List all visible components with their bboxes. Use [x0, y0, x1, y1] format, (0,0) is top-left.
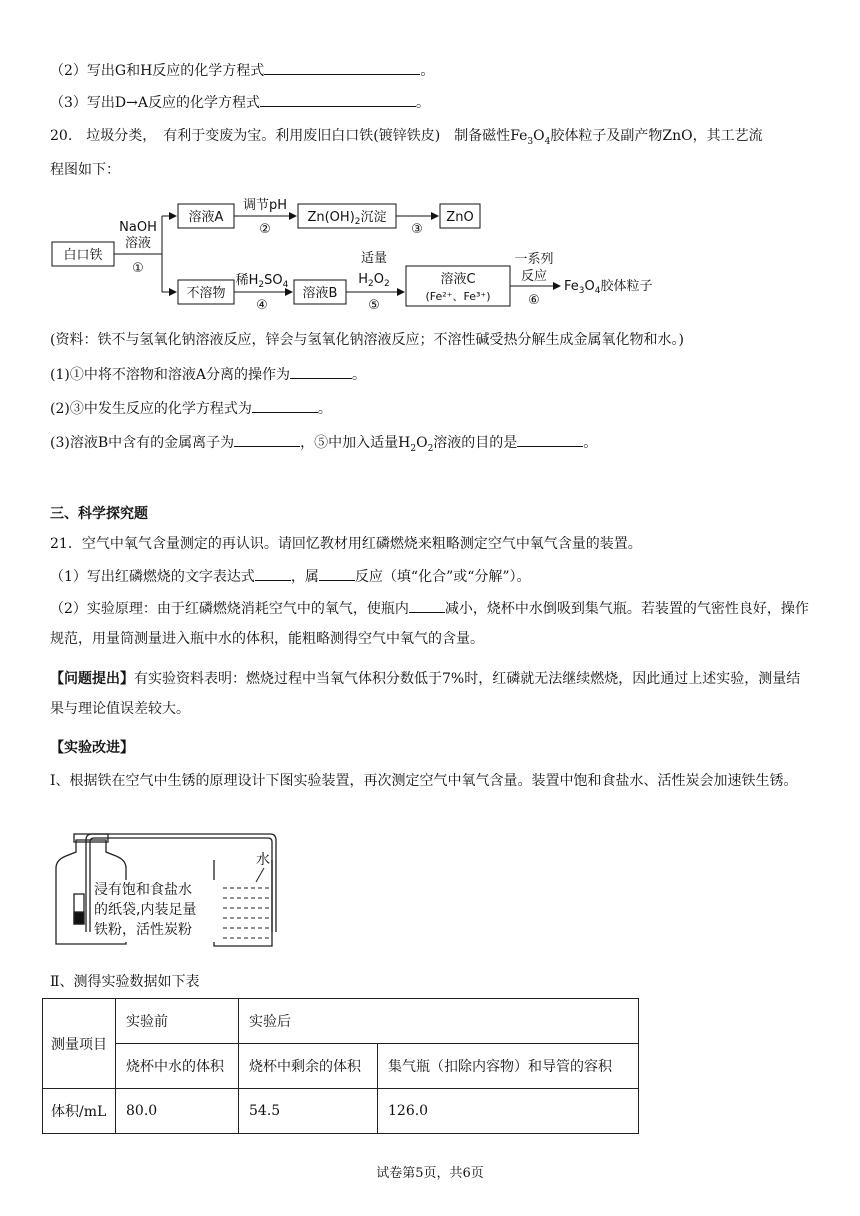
answer-blank[interactable]: [264, 60, 420, 75]
bag-label-2: 的纸袋,内装足量: [94, 902, 197, 918]
bag-label-1: 浸有饱和食盐水: [94, 882, 192, 898]
cell-v3: 126.0: [378, 1089, 639, 1134]
problem-statement: 【问题提出】有实验资料表明：燃烧过程中当氧气体积分数低于7%时，红磷就无法继续燃烧，因此通过上述实验，测量结果与理论值误差较大。: [50, 671, 801, 717]
q20-intro-2: 程图如下：: [50, 162, 120, 178]
step-I-text: Ⅰ、根据铁在空气中生锈的原理设计下图实验装置，再次测定空气中氧气含量。装置中饱和食盐水、活性炭会加速铁生锈。: [50, 773, 798, 789]
answer-blank[interactable]: [319, 566, 355, 581]
iron-powder: [74, 912, 84, 924]
cell-v1: 80.0: [116, 1089, 239, 1134]
header-before: 实验前: [116, 999, 239, 1044]
label-znoh2: $Zn(OH)_2$沉淀: [307, 210, 387, 227]
label-solution: 溶液: [124, 236, 152, 251]
process-flow-diagram: [48, 188, 728, 310]
step-4: ④: [256, 298, 268, 310]
label-water: 水: [256, 852, 270, 868]
answer-blank[interactable]: [517, 432, 583, 447]
label-naoh: NaOH: [119, 220, 157, 235]
q20-note: (资料：铁不与氢氧化钠溶液反应，锌会与氢氧化钠溶液反应；不溶性碱受热分解生成金属氧化物和水。): [50, 332, 684, 348]
header-col1: 烧杯中水的体积: [116, 1044, 239, 1089]
q20-sub2: (2)③中发生反应的化学方程式为 。: [50, 398, 332, 419]
label-solC: 溶液C: [440, 272, 476, 287]
header-col3: 集气瓶（扣除内容物）和导管的容积: [378, 1044, 639, 1089]
q19-part2: （2）写出G和H反应的化学方程式 。: [50, 60, 434, 81]
water-surface: [216, 888, 270, 938]
beaker: [214, 860, 272, 946]
section-heading: 三、科学探究题: [50, 506, 148, 522]
header-after: 实验后: [239, 999, 639, 1044]
cell-v2: 54.5: [239, 1089, 378, 1134]
answer-blank[interactable]: [255, 566, 291, 581]
improve-heading: 【实验改进】: [50, 740, 134, 756]
q21-part2: （2）实验原理：由于红磷燃烧消耗空气中的氧气，使瓶内 减小，烧杯中水倒吸到集气瓶。若装置的气密性良好，操作规范，用量筒测量进入瓶中水的体积，能粗略测得空气中氧气的含量。: [50, 594, 814, 654]
label-h2so4: 稀$H_2SO_4$: [235, 273, 289, 290]
q20-sub3: (3)溶液B中含有的金属离子为 ，⑤中加入适量$H_2O_2$溶液的目的是 。: [50, 432, 597, 459]
step-6: ⑥: [528, 293, 540, 308]
label-product: $Fe_3O_4$胶体粒子: [564, 279, 653, 296]
answer-blank[interactable]: [252, 398, 318, 413]
q19-part3: （3）写出D→A反应的化学方程式 。: [50, 92, 430, 113]
q20-sub1: (1)①中将不溶物和溶液A分离的操作为 。: [50, 364, 366, 385]
step-3: ③: [411, 222, 423, 237]
water-pointer: [256, 868, 264, 882]
step-5: ⑤: [368, 298, 380, 310]
label-h2o2: $H_2O_2$: [358, 272, 390, 289]
label-adjust-ph: 调节pH: [242, 198, 288, 213]
answer-blank[interactable]: [409, 598, 445, 613]
label-reaction: 反应: [520, 269, 548, 284]
answer-blank[interactable]: [260, 92, 416, 107]
label-ions: (Fe²⁺、Fe³⁺): [425, 290, 491, 303]
label-insoluble: 不溶物: [186, 286, 226, 301]
label-solB: 溶液B: [302, 286, 338, 301]
step-1: ①: [132, 261, 144, 276]
label-appropriate: 适量: [360, 251, 388, 266]
label-series: 一系列: [514, 252, 554, 267]
label-zno: ZnO: [446, 210, 474, 225]
answer-blank[interactable]: [290, 364, 352, 379]
step-2: ②: [259, 222, 271, 237]
answer-blank[interactable]: [234, 432, 300, 447]
apparatus-diagram: [48, 832, 288, 952]
row-label: 体积/mL: [43, 1089, 116, 1134]
page-footer: 试卷第5页，共6页: [376, 1166, 484, 1181]
q21-title: 21．空气中氧气含量测定的再认识。请回忆教材用红磷燃烧来粗略测定空气中氧气含量的装置。: [50, 536, 642, 552]
q20-intro: 20. 垃圾分类， 有利于变废为宝。利用废旧白口铁(镀锌铁皮) 制备磁性$Fe_3O_4$胶体粒子及副产物ZnO，其工艺流: [50, 128, 763, 147]
q21-part1: （1）写出红磷燃烧的文字表达式 ，属 反应（填“化合”或“分解”）。: [50, 566, 531, 587]
data-table: [42, 998, 639, 1134]
label-solA: 溶液A: [188, 210, 224, 225]
label-start: 白口铁: [63, 248, 103, 263]
step-II-text: Ⅱ、测得实验数据如下表: [50, 974, 200, 990]
header-col2: 烧杯中剩余的体积: [239, 1044, 378, 1089]
bag-label-3: 铁粉，活性炭粉: [94, 922, 192, 938]
header-item: 测量项目: [43, 999, 116, 1089]
